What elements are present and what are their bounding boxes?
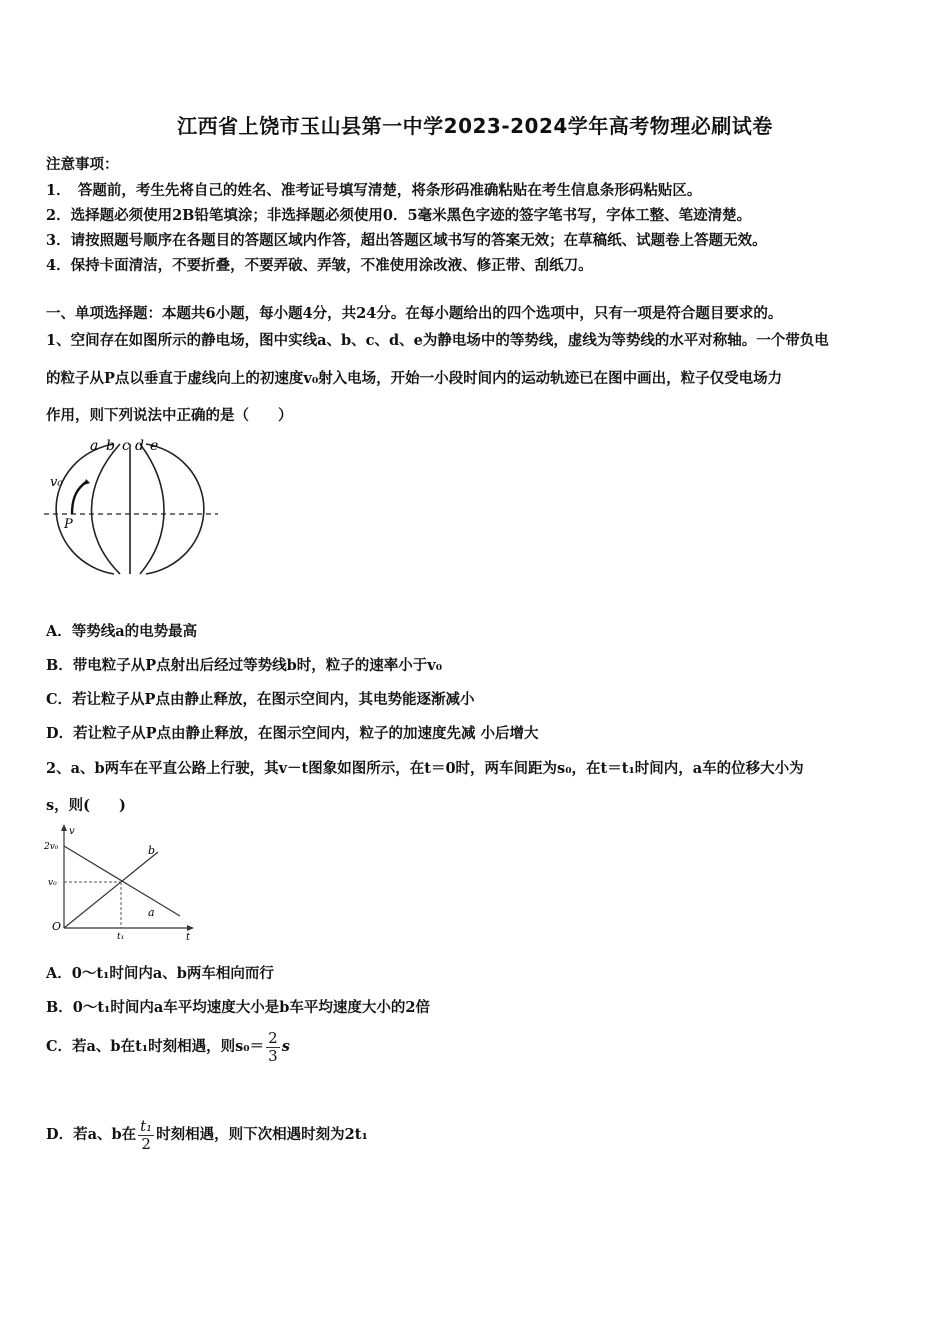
label-c: c: [122, 438, 130, 454]
q1-option-b: B．带电粒子从P点射出后经过等势线b时，粒子的速率小于v₀: [46, 657, 443, 674]
q2-option-d-prefix: D．若a、b在: [46, 1126, 137, 1143]
page-title: 江西省上饶市玉山县第一中学2023-2024学年高考物理必刷试卷: [177, 114, 773, 138]
notice-item: 1． 答题前，考生先将自己的姓名、准考证号填写清楚，将条形码准确粘贴在考生信息条形码粘贴区。: [46, 182, 702, 199]
label-a: a: [148, 906, 155, 919]
label-e: e: [150, 438, 159, 454]
q2-option-c: [46, 1030, 290, 1064]
label-origin: O: [52, 920, 62, 933]
q2-option-d-suffix: 时刻相遇，则下次相遇时刻为2t₁: [156, 1126, 368, 1143]
label-d: d: [135, 438, 144, 454]
label-v0: v₀: [48, 878, 57, 888]
q1-option-d: D．若让粒子从P点由静止释放，在图示空间内，粒子的加速度先减 小后增大: [46, 725, 539, 742]
question-2-line: 2、a、b两车在平直公路上行驶，其v－t图象如图所示，在t＝0时，两车间距为s₀，在t＝t₁时间内，a车的位移大小为: [46, 760, 804, 777]
q2-option-c-suffix: s: [281, 1038, 290, 1055]
fraction-numerator: t₁: [140, 1117, 153, 1135]
q1-option-a: A．等势线a的电势最高: [46, 623, 198, 640]
label-P: P: [64, 517, 73, 532]
notice-heading: 注意事项：: [46, 156, 119, 173]
fraction: [138, 1118, 154, 1152]
trajectory: [72, 482, 86, 514]
q2-option-b: B．0～t₁时间内a车平均速度大小是b车平均速度大小的2倍: [46, 999, 431, 1016]
q2-option-c-prefix: C．若a、b在t₁时刻相遇，则s₀＝: [46, 1038, 265, 1055]
q2-option-d: [46, 1118, 368, 1152]
line-b: [92, 444, 121, 574]
label-v: v: [69, 826, 75, 837]
label-b: b: [148, 844, 156, 857]
label-a: a: [90, 438, 99, 454]
notice-item: 2．选择题必须使用2B铅笔填涂；非选择题必须使用0．5毫米黑色字迹的签字笔书写，字体工整、笔迹清楚。: [46, 207, 752, 224]
q2-option-a: A．0～t₁时间内a、b两车相向而行: [46, 965, 274, 982]
label-t1: t₁: [117, 932, 125, 942]
q1-option-c: C．若让粒子从P点由静止释放，在图示空间内，其电势能逐渐减小: [46, 691, 475, 708]
fraction-denominator: 3: [268, 1046, 278, 1065]
label-b: b: [106, 438, 115, 454]
question-1-line: 作用，则下列说法中正确的是（ ）: [46, 407, 293, 424]
line-d: [140, 444, 164, 574]
notice-item: 3．请按照题号顺序在各题目的答题区域内作答，超出答题区域书写的答案无效；在草稿纸、试题卷上答题无效。: [46, 232, 767, 249]
notice-item: 4．保持卡面清洁，不要折叠，不要弄破、弄皱，不准使用涂改液、修正带、刮纸刀。: [46, 257, 593, 274]
fraction: [266, 1030, 280, 1064]
question-1-line: 1、空间存在如图所示的静电场，图中实线a、b、c、d、e为静电场中的等势线，虚线为等势线的水平对称轴。一个带负电: [46, 332, 829, 349]
line-e: [146, 444, 204, 574]
figure-vt-graph: [40, 822, 200, 942]
question-2-line: s，则( ): [46, 797, 126, 814]
line-b: [64, 852, 158, 928]
label-2v0: 2v₀: [44, 842, 59, 852]
fraction-numerator: 2: [268, 1029, 278, 1047]
fraction-denominator: 2: [141, 1134, 151, 1153]
label-v0: v₀: [50, 475, 63, 490]
label-t: t: [186, 932, 191, 942]
section-heading: 一、单项选择题：本题共6小题，每小题4分，共24分。在每小题给出的四个选项中，只有一项是符合题目要求的。: [46, 305, 783, 322]
figure-equipotential: [42, 436, 222, 578]
question-1-line: 的粒子从P点以垂直于虚线向上的初速度v₀射入电场，开始一小段时间内的运动轨迹已在图中画出，粒子仅受电场力: [46, 370, 783, 387]
